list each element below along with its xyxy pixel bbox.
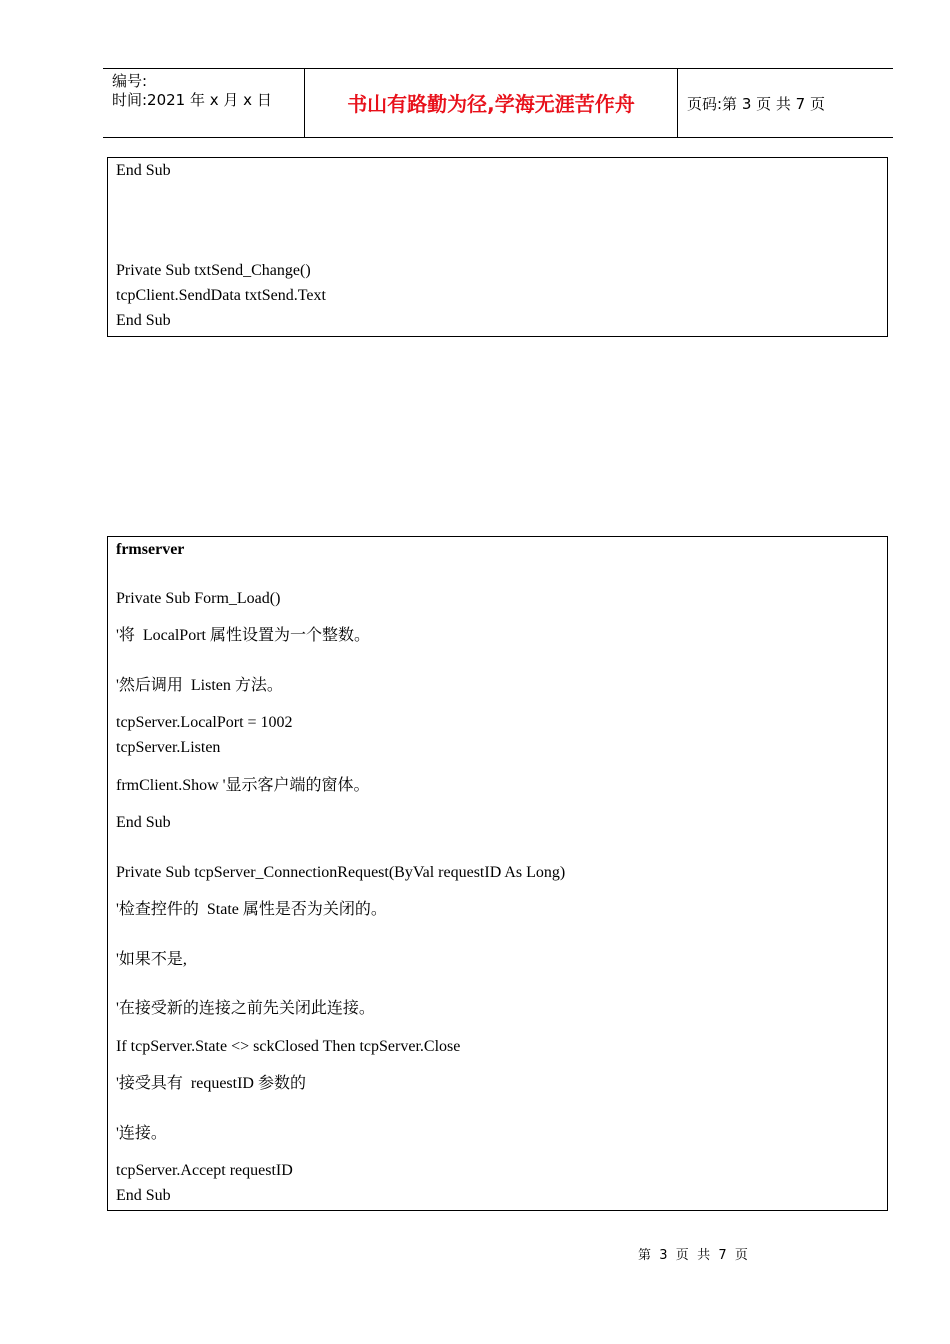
code-comment: '如果不是, [116,951,187,968]
header-right-cell [678,69,893,137]
code-line: Private Sub txtSend_Change() [116,262,311,279]
motto: 书山有路勤为径,学海无涯苦作舟 [347,92,635,116]
code-block-server [107,536,888,1211]
code-line: End Sub [116,814,171,831]
page-footer: 第 3 页 共 7 页 [638,1248,748,1263]
code-line: End Sub [116,312,171,329]
code-line: End Sub [116,1187,171,1204]
code-block-title: frmserver [116,541,185,558]
code-line: If tcpServer.State <> sckClosed Then tcpServer.Close [116,1038,461,1055]
code-line: tcpServer.Listen [116,739,221,756]
code-line: End Sub [116,162,171,179]
code-comment: '接受具有 requestID 参数的 [116,1075,306,1092]
code-line: tcpClient.SendData txtSend.Text [116,287,326,304]
code-comment: '将 LocalPort 属性设置为一个整数。 [116,627,370,644]
code-comment: '在接受新的连接之前先关闭此连接。 [116,1000,375,1017]
code-line: frmClient.Show '显示客户端的窗体。 [116,777,370,794]
header-center-cell [305,69,678,137]
code-line: tcpServer.LocalPort = 1002 [116,714,293,731]
time-label: 时间:2021 年 x 月 x 日 [112,91,272,109]
code-comment: '然后调用 Listen 方法。 [116,677,283,694]
code-line: Private Sub Form_Load() [116,590,281,607]
code-line: Private Sub tcpServer_ConnectionRequest(ByVal requestID As Long) [116,864,566,881]
code-comment: '检查控件的 State 属性是否为关闭的。 [116,901,387,918]
page-header [103,68,893,138]
id-label: 编号: [112,72,148,90]
code-block-client [107,157,888,337]
page-number-label: 页码:第 3 页 共 7 页 [687,95,825,113]
header-left-cell [103,69,305,137]
code-comment: '连接。 [116,1125,167,1142]
code-line: tcpServer.Accept requestID [116,1162,293,1179]
